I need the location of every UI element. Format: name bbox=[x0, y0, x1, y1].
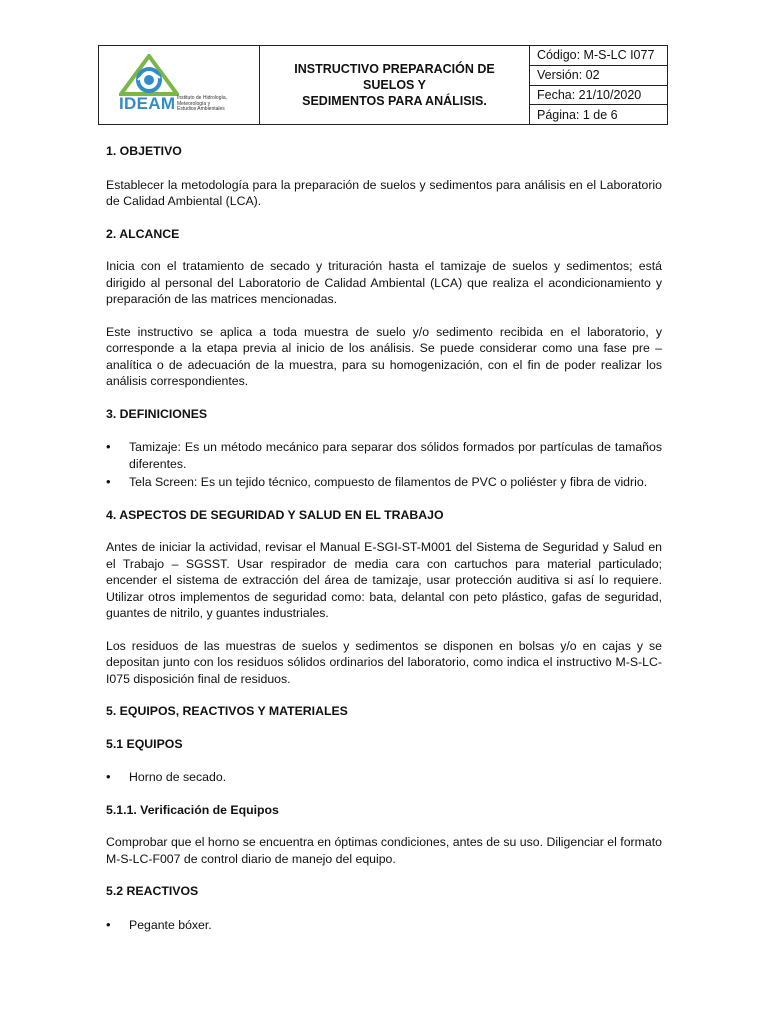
document-date: Fecha: 21/10/2020 bbox=[530, 86, 667, 106]
paragraph-verificacion: Comprobar que el horno se encuentra en óptimas condiciones, antes de su uso. Diligenciar el formato M-S-LC-F007 de control diario de manejo del equipo. bbox=[106, 835, 662, 866]
paragraph-seguridad-2: Los residuos de las muestras de suelos y sedimentos se disponen en bolsas y/o en cajas y se depositan junto con los residuos sólidos ordinarios del laboratorio, como indica el instructivo M-S-LC-I075 disposición final de residuos. bbox=[106, 638, 662, 686]
ideam-logo-icon bbox=[119, 54, 179, 98]
equipos-list bbox=[106, 769, 662, 786]
definiciones-list bbox=[106, 439, 662, 491]
document-title: INSTRUCTIVO PREPARACIÓN DE SUELOS Y SEDIMENTOS PARA ANÁLISIS. bbox=[260, 46, 530, 124]
subsection-heading-verificacion: 5.1.1. Verificación de Equipos bbox=[106, 802, 279, 817]
section-heading-alcance: 2. ALCANCE bbox=[106, 226, 180, 241]
section-heading-definiciones: 3. DEFINICIONES bbox=[106, 406, 208, 421]
reactivos-list bbox=[106, 917, 662, 934]
list-item: • Tamizaje: Es un método mecánico para separar dos sólidos formados por partículas de tamaños diferentes. bbox=[106, 439, 662, 472]
paragraph-alcance-2: Este instructivo se aplica a toda muestra de suelo y/o sedimento recibida en el laboratorio, y corresponde a la etapa previa al inicio de los análisis. Se puede considerar como una fase pre – analítica o de adecuación de la muestra, para su homogenización, con el fin de poder realizar los análisis correspondientes. bbox=[106, 324, 662, 388]
document-header-table bbox=[98, 45, 668, 125]
document-metadata bbox=[530, 46, 667, 124]
logo-wordmark: IDEAM bbox=[119, 94, 176, 113]
subsection-heading-equipos: 5.1 EQUIPOS bbox=[106, 736, 183, 751]
logo-subtitle: Instituto de Hidrología, Meteorología y Estudios Ambientales bbox=[177, 95, 228, 112]
logo-cell bbox=[99, 46, 260, 124]
subsection-heading-reactivos: 5.2 REACTIVOS bbox=[106, 884, 199, 898]
paragraph-seguridad-1: Antes de iniciar la actividad, revisar el Manual E-SGI-ST-M001 del Sistema de Seguridad y Salud en el Trabajo – SGSST. Usar respirador de media cara con cartuchos para material particulado; encender el sistema de extracción del área de tamizaje, usar protección auditiva si así lo requiere. Utilizar otros implementos de seguridad como: bata, delantal con peto plástico, gafas de seguridad, guantes de nitrilo, y guantes industriales. bbox=[106, 540, 662, 620]
paragraph-objetivo: Establecer la metodología para la preparación de suelos y sedimentos para análisis en el Laboratorio de Calidad Ambiental (LCA). bbox=[106, 177, 662, 208]
list-item: • Pegante bóxer. bbox=[106, 917, 662, 934]
document-code: Código: M-S-LC I077 bbox=[530, 46, 667, 66]
section-heading-equipos-reactivos: 5. EQUIPOS, REACTIVOS Y MATERIALES bbox=[106, 704, 348, 718]
section-heading-objetivo: 1. OBJETIVO bbox=[106, 144, 182, 158]
paragraph-alcance-1: Inicia con el tratamiento de secado y trituración hasta el tamizaje de suelos y sedimentos; está dirigido al personal del Laboratorio de Calidad Ambiental (LCA) que realiza el acondicionamiento y preparación de las matrices mencionadas. bbox=[106, 259, 662, 306]
list-item: • Horno de secado. bbox=[106, 769, 662, 786]
page-number: Página: 1 de 6 bbox=[537, 107, 618, 122]
section-heading-seguridad: 4. ASPECTOS DE SEGURIDAD Y SALUD EN EL TRABAJO bbox=[106, 507, 444, 522]
document-version: Versión: 02 bbox=[530, 66, 667, 86]
list-item: • Tela Screen: Es un tejido técnico, compuesto de filamentos de PVC o poliéster y fibra de vidrio. bbox=[106, 474, 662, 491]
document-body bbox=[106, 140, 662, 933]
